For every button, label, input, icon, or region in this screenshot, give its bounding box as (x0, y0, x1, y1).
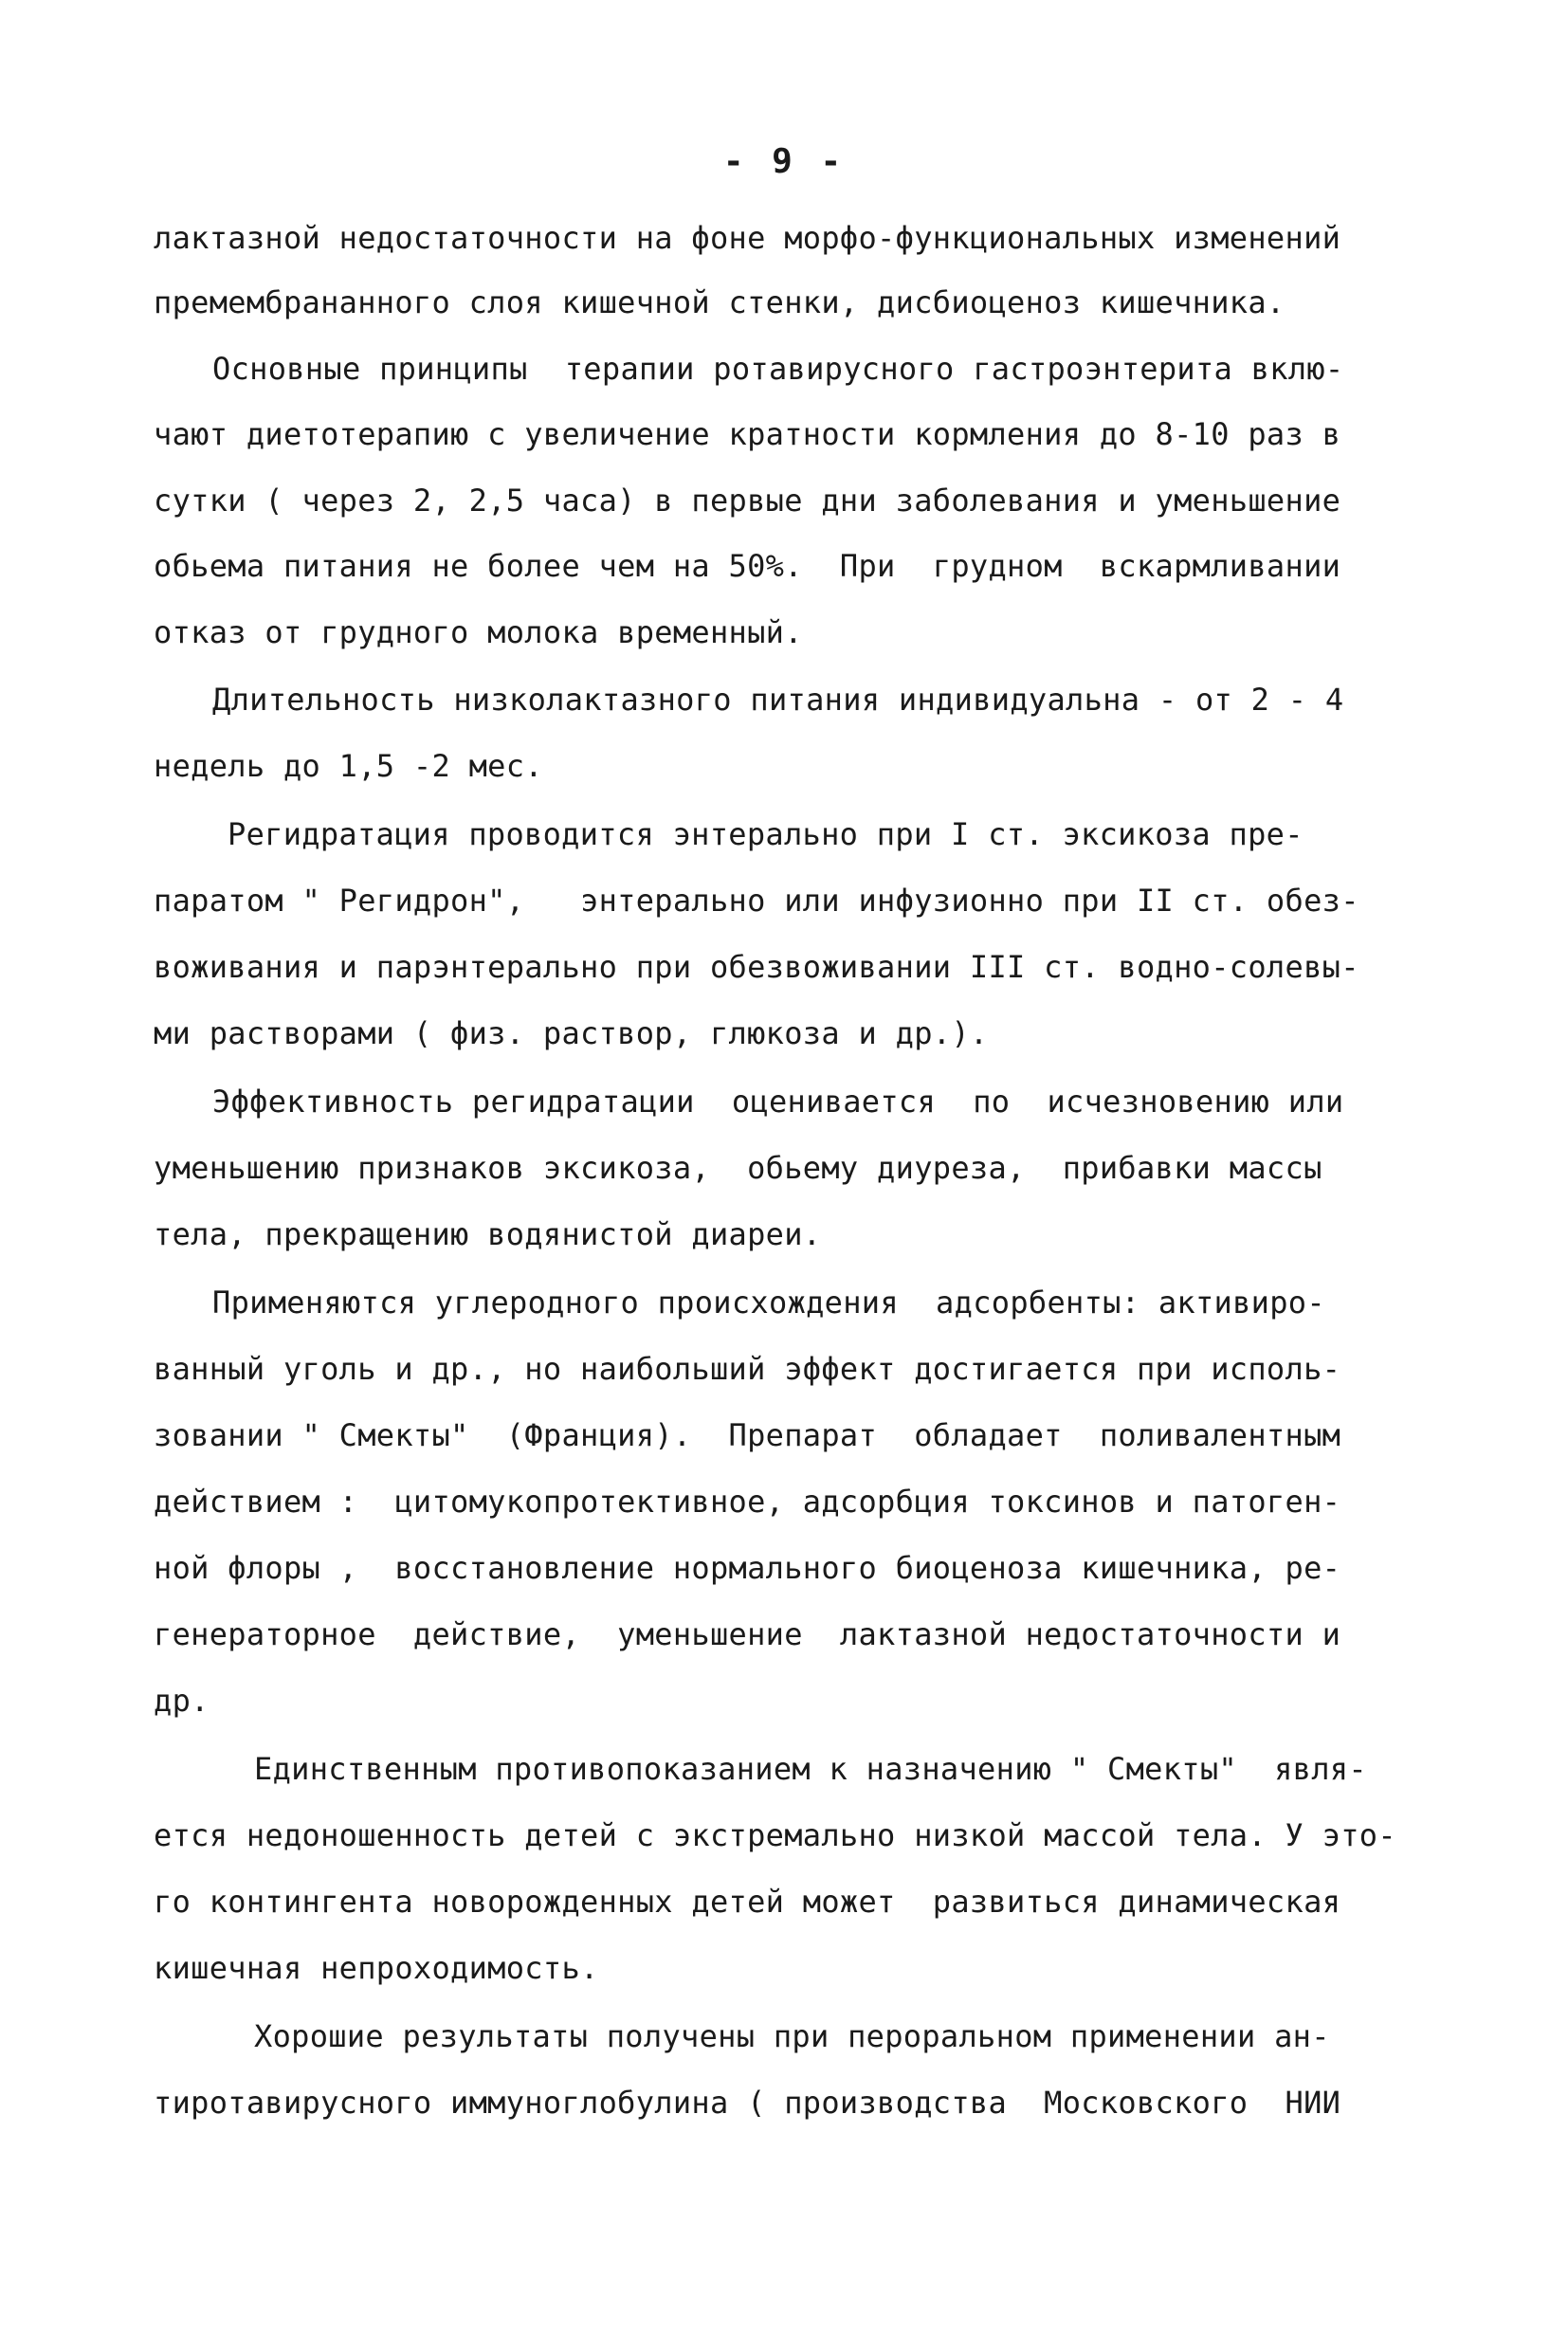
text-line: тела, прекращению водянистой диареи. (154, 1216, 822, 1252)
text-line: генераторное действие, уменьшение лактазной недостаточности и (154, 1616, 1341, 1652)
text-line: Единственным противопоказанием к назначению " Смекты" явля- (254, 1751, 1367, 1787)
text-line: ется недоношенность детей с экстремально низкой массой тела. У это- (154, 1817, 1396, 1853)
text-line: Длительность низколактазного питания индивидуальна - от 2 - 4 (212, 682, 1344, 718)
text-line: Применяются углеродного происхождения адсорбенты: активиро- (212, 1285, 1325, 1321)
text-line: паратом " Регидрон", энтерально или инфузионно при II ст. обез- (154, 883, 1359, 919)
text-line: сутки ( через 2, 2,5 часа) в первые дни заболевания и уменьшение (154, 483, 1341, 519)
text-line: тиротавирусного иммуноглобулина ( производства Московского НИИ (154, 2085, 1341, 2121)
text-line: Эффективность регидратации оценивается по исчезновению или (212, 1084, 1344, 1120)
text-line: воживания и парэнтерально при обезвоживании III ст. водно-солевы- (154, 949, 1359, 985)
text-line: премембрананного слоя кишечной стенки, дисбиоценоз кишечника. (154, 284, 1285, 320)
text-line: Основные принципы терапии ротавирусного гастроэнтерита вклю- (212, 351, 1344, 387)
text-line: др. (154, 1683, 210, 1719)
text-line: отказ от грудного молока временный. (154, 614, 803, 650)
text-line: обьема питания не более чем на 50%. При грудном вскармливании (154, 548, 1341, 584)
text-line: чают диетотерапию с увеличение кратности кормления до 8-10 раз в (154, 416, 1341, 452)
text-line: кишечная непроходимость. (154, 1950, 599, 1986)
text-line: действием : цитомукопротективное, адсорбция токсинов и патоген- (154, 1484, 1341, 1520)
text-line: уменьшению признаков эксикоза, обьему диуреза, прибавки массы (154, 1150, 1322, 1186)
text-line: Хорошие результаты получены при пероральном применении ан- (254, 2018, 1330, 2054)
page-number: - 9 - (722, 142, 846, 181)
text-line: зовании " Смекты" (Франция). Препарат обладает поливалентным (154, 1417, 1341, 1453)
text-line: ванный уголь и др., но наибольший эффект достигается при исполь- (154, 1351, 1341, 1387)
text-line: ной флоры , восстановление нормального биоценоза кишечника, ре- (154, 1550, 1341, 1586)
text-line: лактазной недостаточности на фоне морфо-функциональных изменений (154, 220, 1341, 256)
text-line: ми растворами ( физ. раствор, глюкоза и др.). (154, 1015, 989, 1051)
text-line: Регидратация проводится энтерально при I ст. эксикоза пре- (228, 816, 1304, 852)
text-line: го контингента новорожденных детей может развиться динамическая (154, 1884, 1341, 1920)
text-line: недель до 1,5 -2 мес. (154, 748, 543, 784)
